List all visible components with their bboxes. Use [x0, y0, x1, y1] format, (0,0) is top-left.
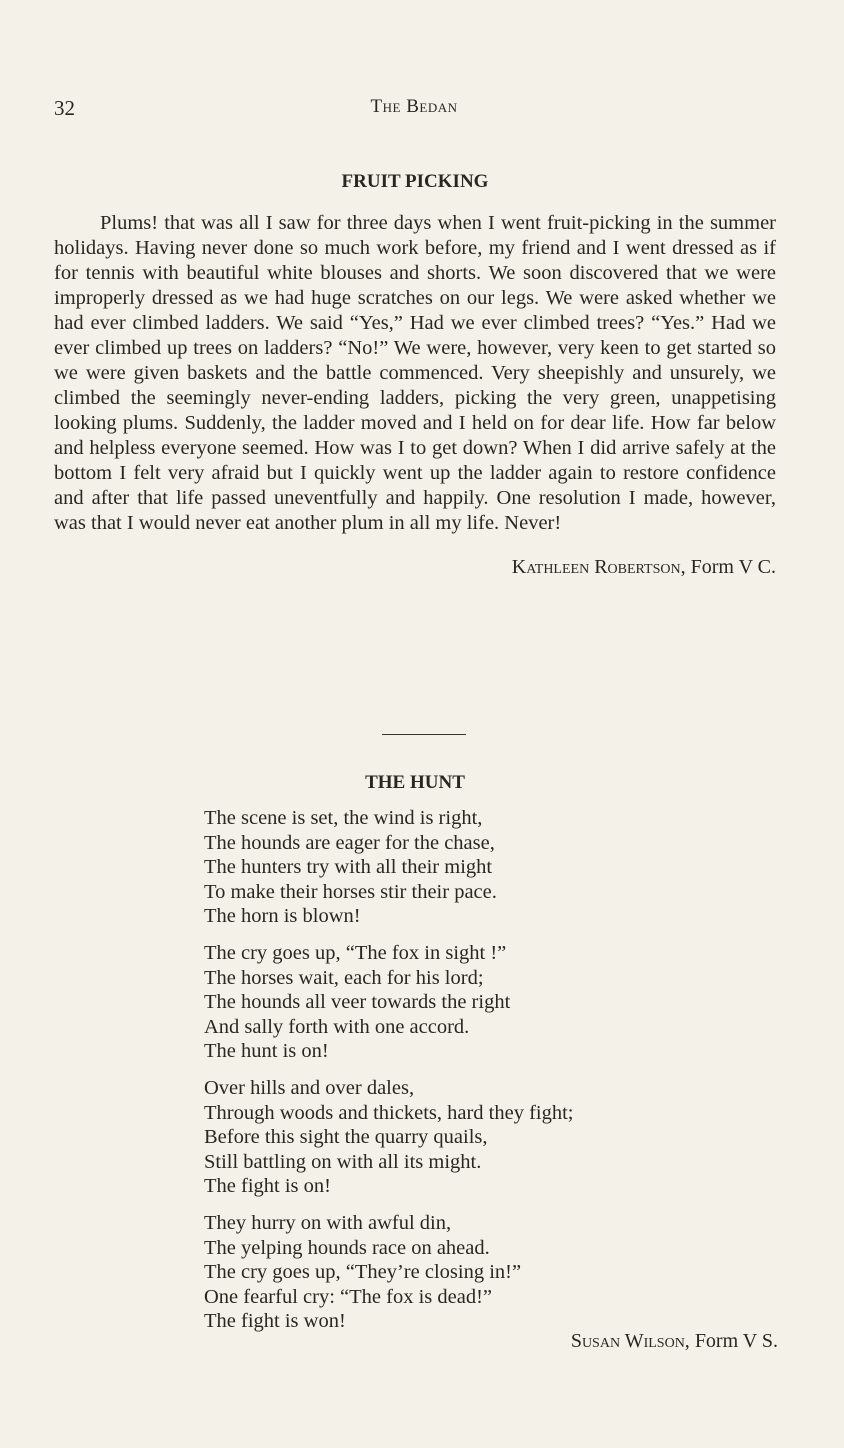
page-number: 32	[54, 96, 75, 120]
poem-line: The fight is won!	[204, 1310, 346, 1333]
poem-line: The hunters try with all their might	[204, 856, 493, 879]
poem-line: The scene is set, the wind is right,	[204, 807, 483, 829]
poem-line: The cry goes up, “The fox in sight !”	[204, 941, 507, 964]
poem-line: And sally forth with one accord.	[204, 1015, 470, 1038]
poem-stanza	[204, 806, 764, 929]
poem-line: Over hills and over dales,	[204, 1076, 415, 1099]
poem-stanza	[204, 1211, 764, 1334]
running-head: The Bedan	[370, 96, 458, 117]
author-form: Form V C.	[690, 556, 776, 578]
article-byline	[54, 556, 776, 579]
fruit-picking-article	[54, 171, 776, 579]
poem-line: The hounds are eager for the chase,	[204, 831, 495, 854]
section-divider	[382, 734, 466, 735]
poem-line: Still battling on with all its might.	[204, 1150, 482, 1173]
poem-line: The yelping hounds race on ahead.	[204, 1236, 490, 1259]
poem-line: The cry goes up, “They’re closing in!”	[204, 1261, 522, 1284]
poem-stanza	[204, 941, 764, 1064]
poem-line: The fight is on!	[204, 1175, 331, 1198]
poem-line: The hunt is on!	[204, 1040, 329, 1063]
poem-line: The horses wait, each for his lord;	[204, 966, 484, 989]
page-header	[54, 96, 774, 122]
poem-the-hunt	[204, 806, 764, 1346]
poem-line: One fearful cry: “The fox is dead!”	[204, 1285, 492, 1308]
poem-line: Through woods and thickets, hard they fight;	[204, 1101, 574, 1124]
poem-byline	[571, 1330, 778, 1353]
article-body: Plums! that was all I saw for three days when I went fruit-picking in the summer holidays. Having never done so much work before, my friend and I went dressed as if for tennis with beautiful white blouses and shorts. We soon discovered that we were improperly dressed as we had huge scratches on our legs. We were asked whether we had ever climbed ladders. We said “Yes,” Had we ever climbed trees? “Yes.” Had we ever climbed up trees on ladders? “No!” We were, however, very keen to get started so we were given baskets and the battle commenced. Very sheepishly and unsurely, we climbed the seemingly never-ending ladders, picking the very green, unappetising looking plums. Suddenly, the ladder moved and I held on for dear life. How far below and helpless everyone seemed. How was I to get down? When I did arrive safely at the bottom I felt very afraid but I quickly went up the ladder again to restore confidence and after that life passed uneventfully and happily. One resolution I made, however, was that I would never eat another plum in all my life. Never!	[54, 212, 776, 534]
author-name: Kathleen Robertson,	[511, 556, 686, 578]
poem-line: The horn is blown!	[204, 905, 361, 928]
poem-line: Before this sight the quarry quails,	[204, 1126, 488, 1149]
author-name: Susan Wilson,	[570, 1330, 690, 1352]
poem-line: To make their horses stir their pace.	[204, 880, 497, 903]
poem-line: The hounds all veer towards the right	[204, 991, 511, 1014]
poem-stanza	[204, 1076, 764, 1199]
article-title: FRUIT PICKING	[341, 171, 489, 192]
author-form: Form V S.	[694, 1330, 778, 1352]
poem-line: They hurry on with awful din,	[204, 1211, 452, 1234]
poem-title: THE HUNT	[365, 772, 465, 793]
